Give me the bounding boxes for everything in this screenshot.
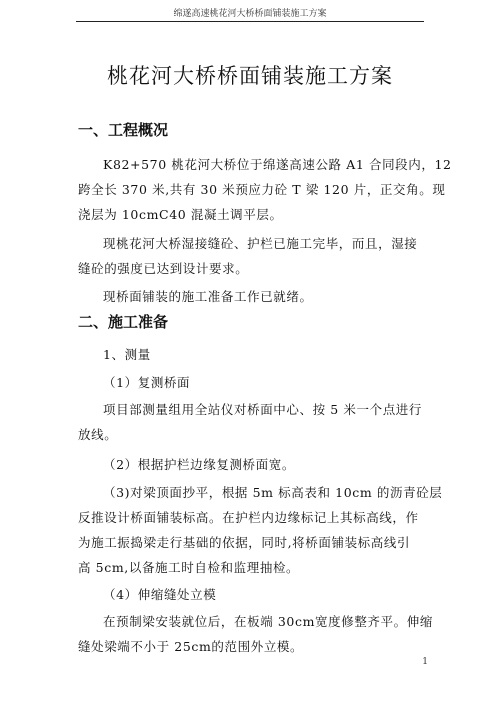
- paragraph-line: 在预制梁安装就位后，在板端 30cm宽度修整齐平。伸缩: [103, 614, 433, 629]
- section-heading-preparation: 二、施工准备: [78, 313, 169, 331]
- section-heading-overview: 一、工程概况: [78, 121, 169, 139]
- paragraph-line: 缝砼的强度已达到设计要求。: [78, 261, 249, 276]
- paragraph-line: 跨全长 370 米,共有 30 米预应力砼 T 梁 120 片，正交角。现: [78, 182, 446, 197]
- paragraph-line: （3)对梁顶面抄平，根据 5m 标高表和 10cm 的沥青砼层: [103, 485, 443, 500]
- paragraph-line: 反推设计桥面铺装标高。在护栏内边缘标记上其标高线，作: [78, 510, 419, 525]
- paragraph-line: 现桃花河大桥湿接缝砼、护栏已施工完毕，而且，湿接: [103, 236, 418, 251]
- paragraph-line: 浇层为 10cmC40 混凝土调平层。: [78, 207, 283, 222]
- list-item: 1、测量: [103, 347, 151, 362]
- sub-item-heading: （2）根据护栏边缘复测桥面宽。: [103, 457, 295, 472]
- document-title: 桃花河大桥桥面铺装施工方案: [107, 64, 393, 88]
- paragraph-line: 现桥面铺装的施工准备工作已就绪。: [103, 289, 313, 304]
- paragraph-line: 高 5cm,以备施工时自检和监理抽检。: [78, 560, 300, 575]
- paragraph-line: 项目部测量组用全站仪对桥面中心、按 5 米一个点进行: [103, 402, 423, 417]
- running-header: 绵遂高速桃花河大桥桥面铺装施工方案: [173, 9, 327, 19]
- paragraph-line: K82+570 桃花河大桥位于绵遂高速公路 A1 合同段内，12: [103, 157, 452, 172]
- sub-item-heading: （4）伸缩缝处立模: [103, 587, 217, 602]
- paragraph-line: 放线。: [78, 427, 118, 442]
- header-rule: [76, 21, 424, 22]
- paragraph-line: 缝处梁端不小于 25cm的范围外立模。: [78, 639, 304, 654]
- sub-item-heading: （1）复测桥面: [103, 375, 191, 390]
- page-number: 1: [422, 657, 428, 667]
- paragraph-line: 为施工振捣梁走行基础的依据，同时,将桥面铺装标高线引: [78, 535, 411, 550]
